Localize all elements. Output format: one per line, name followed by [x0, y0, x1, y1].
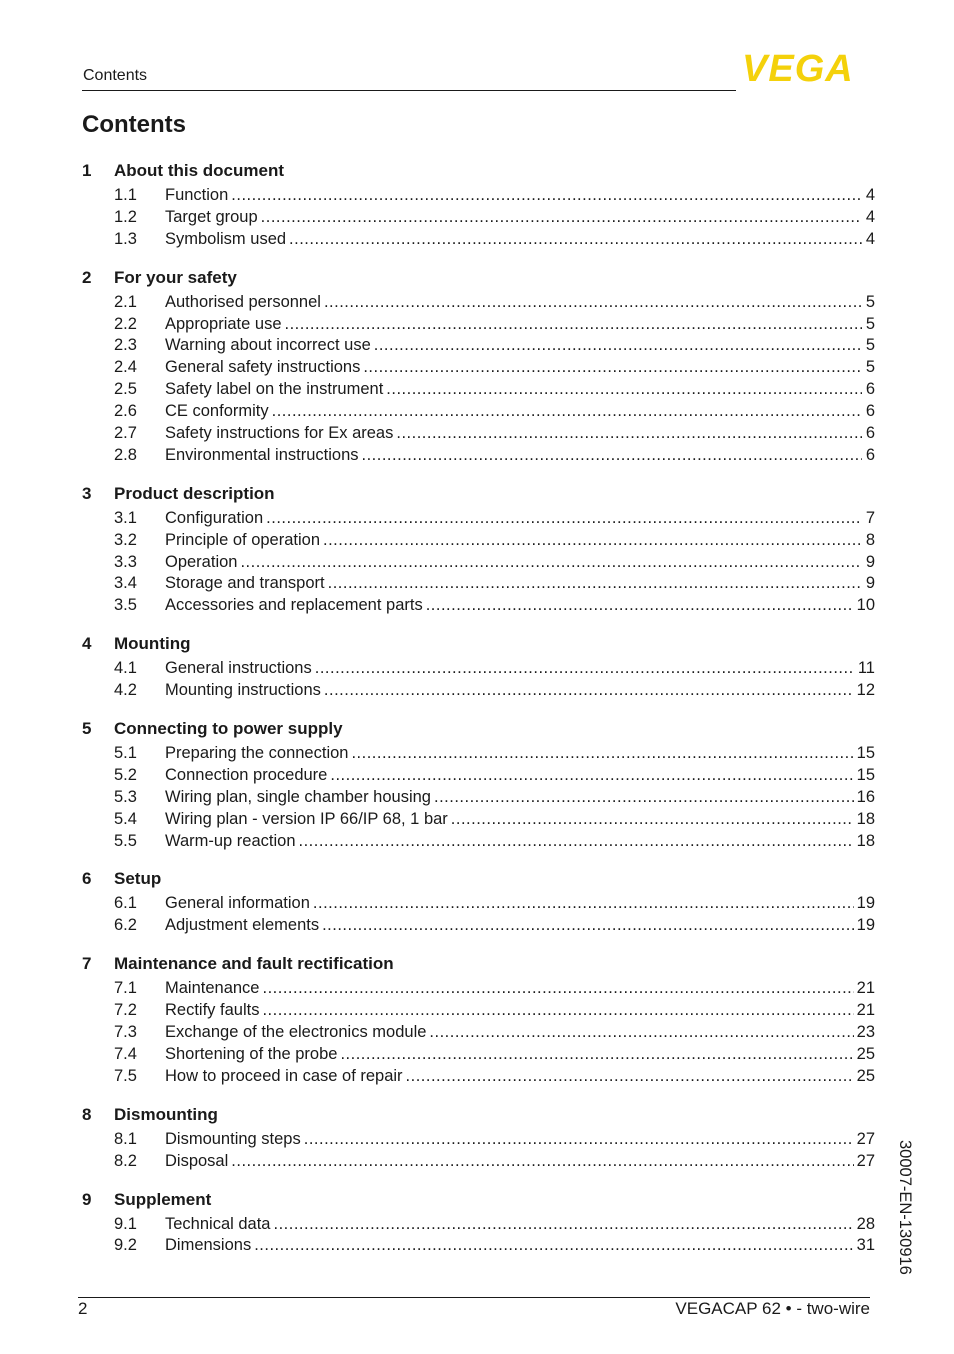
toc-entry[interactable] — [82, 809, 875, 831]
dot-leader — [285, 314, 863, 336]
toc-entry-page: 31 — [856, 1236, 875, 1255]
toc-entry-title: Configuration — [165, 508, 264, 527]
toc-entry-number: 3.2 — [114, 530, 137, 549]
toc-entry-page: 9 — [865, 552, 875, 571]
toc-entry[interactable] — [82, 508, 875, 530]
toc-entry-title: Technical data — [165, 1214, 271, 1233]
toc-entry-page: 18 — [856, 831, 875, 850]
dot-leader — [374, 335, 862, 357]
toc-chapter-number: 2 — [82, 267, 92, 287]
toc-entry[interactable] — [82, 357, 875, 379]
toc-entry-number: 2.3 — [114, 336, 137, 355]
toc-entry[interactable] — [82, 1000, 875, 1022]
toc-chapter-title: Supplement — [114, 1189, 212, 1209]
toc-entry-page: 28 — [856, 1214, 875, 1233]
toc-entry-page: 5 — [865, 292, 875, 311]
document-code: 30007-EN-130916 — [896, 1140, 914, 1275]
toc-chapter-number: 9 — [82, 1189, 92, 1209]
toc-entry-page: 16 — [856, 787, 875, 806]
toc-entry-title: Dismounting steps — [165, 1129, 301, 1148]
toc-chapter-heading[interactable] — [82, 950, 875, 978]
toc-chapter — [82, 865, 875, 937]
toc-entry[interactable] — [82, 552, 875, 574]
dot-leader — [315, 658, 855, 680]
toc-chapter-heading[interactable] — [82, 157, 875, 185]
toc-entry[interactable] — [82, 787, 875, 809]
toc-entry-number: 5.4 — [114, 809, 137, 828]
vega-logo: VEGA — [742, 48, 854, 90]
toc-entry-number: 7.3 — [114, 1023, 137, 1042]
toc-entry-number: 3.4 — [114, 574, 137, 593]
toc-entry-title: Mounting instructions — [165, 681, 321, 700]
toc-entry-title: Shortening of the probe — [165, 1044, 338, 1063]
toc-entry-title: Operation — [165, 552, 238, 571]
toc-entry-page: 4 — [865, 186, 875, 204]
toc-entry-page: 21 — [856, 979, 875, 998]
toc-entry[interactable] — [82, 978, 875, 1000]
toc-entry[interactable] — [82, 831, 875, 853]
toc-entry-number: 2.7 — [114, 424, 137, 443]
page-title: Contents — [82, 111, 186, 138]
toc-entry-title: Rectify faults — [165, 1001, 260, 1020]
toc-chapter-number: 5 — [82, 719, 92, 739]
toc-entry-title: Principle of operation — [165, 530, 321, 549]
toc-entry-number: 3.3 — [114, 552, 137, 571]
toc-chapter-title: Connecting to power supply — [114, 719, 343, 739]
dot-leader — [340, 1044, 853, 1066]
toc-entry-page: 6 — [865, 380, 875, 399]
toc-chapter-heading[interactable] — [82, 865, 875, 893]
footer-product-name: VEGACAP 62 • - two-wire — [675, 1299, 870, 1318]
toc-entry-title: Connection procedure — [165, 765, 328, 784]
toc-chapter-heading[interactable] — [82, 1101, 875, 1129]
toc-entry-number: 5.1 — [114, 744, 137, 763]
dot-leader — [429, 1022, 853, 1044]
toc-chapter-number: 1 — [82, 161, 92, 180]
toc-entry[interactable] — [82, 379, 875, 401]
dot-leader — [254, 1235, 853, 1257]
toc-entry-number: 1.2 — [114, 207, 137, 226]
dot-leader — [322, 915, 854, 937]
toc-entry-number: 5.2 — [114, 765, 137, 784]
dot-leader — [426, 595, 854, 617]
toc-entry-page: 15 — [856, 744, 875, 763]
toc-entry-page: 27 — [856, 1129, 875, 1148]
toc-chapter — [82, 480, 875, 617]
dot-leader — [434, 787, 854, 809]
toc-entry-title: Maintenance — [165, 979, 260, 998]
toc-chapter-number: 6 — [82, 869, 92, 889]
toc-entry[interactable] — [82, 229, 875, 251]
toc-chapter-heading[interactable] — [82, 630, 875, 658]
toc-entry-number: 6.1 — [114, 894, 137, 913]
toc-entry-number: 3.5 — [114, 596, 137, 615]
toc-chapter-heading[interactable] — [82, 264, 875, 292]
toc-entry-number: 2.8 — [114, 445, 137, 464]
toc-entry[interactable] — [82, 445, 875, 467]
dot-leader — [262, 978, 853, 1000]
toc-entry-page: 5 — [865, 336, 875, 355]
dot-leader — [231, 1151, 853, 1173]
dot-leader — [231, 185, 862, 207]
toc-entry[interactable] — [82, 1235, 875, 1257]
dot-leader — [299, 831, 854, 853]
toc-chapter — [82, 264, 875, 467]
toc-entry-title: Storage and transport — [165, 574, 325, 593]
toc-entry-number: 4.2 — [114, 681, 137, 700]
toc-entry[interactable] — [82, 680, 875, 702]
toc-entry-number: 2.4 — [114, 358, 137, 377]
toc-entry-title: How to proceed in case of repair — [165, 1066, 403, 1085]
toc-entry-number: 7.2 — [114, 1001, 137, 1020]
toc-entry[interactable] — [82, 893, 875, 915]
toc-entry-page: 8 — [865, 530, 875, 549]
toc-entry[interactable] — [82, 401, 875, 423]
running-header: Contents — [83, 67, 148, 84]
toc-chapter — [82, 157, 875, 251]
toc-entry-page: 23 — [856, 1023, 875, 1042]
toc-entry[interactable] — [82, 1066, 875, 1088]
toc-entry-page: 10 — [856, 596, 875, 615]
toc-entry[interactable] — [82, 207, 875, 229]
toc-entry-number: 5.3 — [114, 787, 137, 806]
toc-entry-title: Disposal — [165, 1151, 229, 1170]
toc-entry-title: Exchange of the electronics module — [165, 1023, 427, 1042]
toc-entry-number: 1.1 — [114, 186, 137, 204]
toc-entry[interactable] — [82, 1129, 875, 1151]
toc-entry[interactable] — [82, 573, 875, 595]
toc-chapter-heading[interactable] — [82, 480, 875, 508]
toc-entry-page: 6 — [865, 402, 875, 421]
toc-entry[interactable] — [82, 530, 875, 552]
dot-leader — [324, 680, 854, 702]
toc-entry-title: Wiring plan - version IP 66/IP 68, 1 bar — [165, 809, 448, 828]
toc-entry-title: Adjustment elements — [165, 916, 320, 935]
table-of-contents — [82, 157, 875, 1270]
toc-entry-number: 2.2 — [114, 314, 137, 333]
toc-entry-number: 2.5 — [114, 380, 137, 399]
toc-entry-title: Authorised personnel — [165, 292, 321, 311]
toc-entry[interactable] — [82, 1022, 875, 1044]
toc-chapter-title: Dismounting — [114, 1104, 218, 1124]
toc-entry-page: 4 — [865, 229, 875, 248]
toc-entry-title: Symbolism used — [165, 229, 287, 248]
toc-entry-title: CE conformity — [165, 402, 269, 421]
toc-chapter-title: Product description — [114, 483, 275, 503]
toc-entry[interactable] — [82, 292, 875, 314]
toc-entry-title: Warm-up reaction — [165, 831, 296, 850]
dot-leader — [396, 423, 862, 445]
toc-entry-page: 19 — [856, 894, 875, 913]
toc-entry-title: Environmental instructions — [165, 445, 359, 464]
toc-entry[interactable] — [82, 915, 875, 937]
toc-chapter-heading[interactable] — [82, 715, 875, 743]
toc-entry-number: 9.1 — [114, 1214, 137, 1233]
dot-leader — [304, 1129, 854, 1151]
toc-entry-title: Appropriate use — [165, 314, 282, 333]
dot-leader — [386, 379, 862, 401]
toc-chapter-number: 8 — [82, 1104, 92, 1124]
toc-chapter-title: Setup — [114, 869, 162, 889]
toc-entry-number: 3.1 — [114, 508, 137, 527]
toc-entry-page: 19 — [856, 916, 875, 935]
footer-rule — [78, 1297, 870, 1298]
toc-entry-number: 6.2 — [114, 916, 137, 935]
toc-chapter-title: For your safety — [114, 267, 237, 287]
toc-chapter-number: 4 — [82, 634, 92, 654]
toc-entry[interactable] — [82, 335, 875, 357]
toc-entry[interactable] — [82, 314, 875, 336]
toc-chapter — [82, 1186, 875, 1258]
toc-entry-title: General information — [165, 894, 310, 913]
toc-chapter-number: 3 — [82, 483, 92, 503]
toc-entry-page: 15 — [856, 765, 875, 784]
toc-entry-title: Wiring plan, single chamber housing — [165, 787, 431, 806]
toc-entry[interactable] — [82, 1044, 875, 1066]
dot-leader — [406, 1066, 854, 1088]
toc-entry[interactable] — [82, 765, 875, 787]
toc-entry[interactable] — [82, 423, 875, 445]
footer-page-number: 2 — [78, 1299, 88, 1318]
toc-entry-number: 1.3 — [114, 229, 137, 248]
toc-entry-page: 25 — [856, 1066, 875, 1085]
toc-entry-number: 7.5 — [114, 1066, 137, 1085]
dot-leader — [451, 809, 854, 831]
toc-entry-number: 2.6 — [114, 402, 137, 421]
toc-entry-number: 8.2 — [114, 1151, 137, 1170]
toc-entry-title: Accessories and replacement parts — [165, 596, 423, 615]
toc-entry-page: 27 — [856, 1151, 875, 1170]
dot-leader — [313, 893, 854, 915]
toc-entry-number: 7.4 — [114, 1044, 137, 1063]
toc-entry[interactable] — [82, 1214, 875, 1236]
toc-chapter — [82, 630, 875, 702]
toc-chapter-heading[interactable] — [82, 1186, 875, 1214]
toc-entry-title: Target group — [165, 207, 258, 226]
toc-entry-title: Safety label on the instrument — [165, 380, 384, 399]
toc-entry-page: 18 — [856, 809, 875, 828]
toc-entry[interactable] — [82, 1151, 875, 1173]
toc-chapter-title: About this document — [114, 161, 284, 180]
dot-leader — [323, 530, 862, 552]
dot-leader — [289, 229, 862, 251]
toc-entry-title: Dimensions — [165, 1236, 252, 1255]
toc-entry-page: 9 — [865, 574, 875, 593]
toc-entry[interactable] — [82, 658, 875, 680]
toc-entry-number: 2.1 — [114, 292, 137, 311]
toc-entry-number: 8.1 — [114, 1129, 137, 1148]
toc-chapter-number: 7 — [82, 954, 92, 974]
toc-entry-title: Warning about incorrect use — [165, 336, 371, 355]
toc-entry-page: 25 — [856, 1044, 875, 1063]
toc-entry-page: 21 — [856, 1001, 875, 1020]
dot-leader — [274, 1214, 854, 1236]
toc-entry-title: Function — [165, 186, 229, 204]
dot-leader — [362, 445, 862, 467]
toc-entry-page: 4 — [865, 207, 875, 226]
toc-chapter — [82, 950, 875, 1087]
toc-entry-number: 9.2 — [114, 1236, 137, 1255]
toc-entry[interactable] — [82, 743, 875, 765]
dot-leader — [272, 401, 862, 423]
dot-leader — [351, 743, 853, 765]
toc-entry-title: General instructions — [165, 659, 312, 678]
dot-leader — [363, 357, 862, 379]
toc-entry[interactable] — [82, 185, 875, 207]
toc-entry-title: General safety instructions — [165, 358, 361, 377]
dot-leader — [262, 1000, 853, 1022]
toc-chapter-title: Maintenance and fault rectification — [114, 954, 394, 974]
toc-entry-title: Preparing the connection — [165, 744, 349, 763]
toc-entry[interactable] — [82, 595, 875, 617]
toc-chapter-title: Mounting — [114, 634, 191, 654]
toc-entry-page: 6 — [865, 424, 875, 443]
toc-entry-page: 12 — [856, 681, 875, 700]
dot-leader — [324, 292, 862, 314]
dot-leader — [266, 508, 862, 530]
dot-leader — [261, 207, 862, 229]
dot-leader — [330, 765, 853, 787]
toc-entry-number: 5.5 — [114, 831, 137, 850]
toc-entry-number: 4.1 — [114, 659, 137, 678]
toc-entry-page: 7 — [865, 508, 875, 527]
dot-leader — [328, 573, 862, 595]
toc-entry-page: 6 — [865, 445, 875, 464]
toc-entry-number: 7.1 — [114, 979, 137, 998]
toc-entry-page: 11 — [857, 659, 875, 678]
toc-entry-page: 5 — [865, 358, 875, 377]
header-rule — [82, 90, 736, 91]
toc-chapter — [82, 1101, 875, 1173]
toc-entry-page: 5 — [865, 314, 875, 333]
toc-chapter — [82, 715, 875, 852]
toc-entry-title: Safety instructions for Ex areas — [165, 424, 394, 443]
dot-leader — [240, 552, 862, 574]
